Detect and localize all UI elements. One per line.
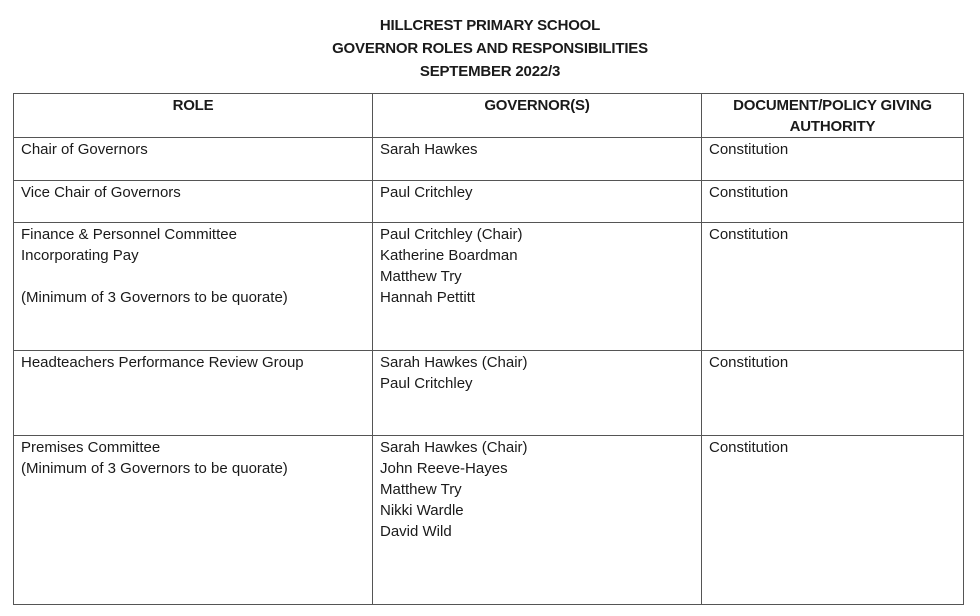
governor-roles-table xyxy=(13,93,964,605)
table-header-row xyxy=(14,94,964,138)
quorum-note: (Minimum of 3 Governors to be quorate) xyxy=(21,460,288,477)
document-title xyxy=(0,14,980,83)
table-row xyxy=(14,223,964,351)
role-text: Incorporating Pay xyxy=(21,247,139,264)
table-row xyxy=(14,181,964,223)
role-blank-line xyxy=(21,266,365,287)
governors-cell xyxy=(373,351,702,436)
governors-cell xyxy=(373,436,702,605)
governor-name: Paul Critchley xyxy=(380,184,473,201)
governor-name: Paul Critchley (Chair) xyxy=(380,226,523,243)
governor-name: Nikki Wardle xyxy=(380,502,464,519)
role-cell xyxy=(14,181,373,223)
role-text: Chair of Governors xyxy=(21,141,148,158)
role-cell xyxy=(14,138,373,181)
governor-name: Katherine Boardman xyxy=(380,247,518,264)
authority-cell: Constitution xyxy=(702,138,964,181)
header-role: ROLE xyxy=(14,94,373,138)
governor-name: Paul Critchley xyxy=(380,375,473,392)
school-name: HILLCREST PRIMARY SCHOOL xyxy=(379,17,601,34)
role-text: Vice Chair of Governors xyxy=(21,184,181,201)
header-authority-line2: AUTHORITY xyxy=(789,118,876,135)
governors-cell xyxy=(373,223,702,351)
governor-name: Sarah Hawkes (Chair) xyxy=(380,354,528,371)
governors-cell xyxy=(373,138,702,181)
quorum-note: (Minimum of 3 Governors to be quorate) xyxy=(21,289,288,306)
governor-name: Hannah Pettitt xyxy=(380,289,476,306)
authority-cell: Constitution xyxy=(702,351,964,436)
governor-name: Matthew Try xyxy=(380,481,462,498)
role-cell xyxy=(14,436,373,605)
governors-cell xyxy=(373,181,702,223)
header-governors: GOVERNOR(S) xyxy=(373,94,702,138)
document-subtitle: GOVERNOR ROLES AND RESPONSIBILITIES xyxy=(332,40,648,57)
authority-cell: Constitution xyxy=(702,181,964,223)
governor-name: John Reeve-Hayes xyxy=(380,460,508,477)
authority-cell: Constitution xyxy=(702,436,964,605)
role-cell xyxy=(14,351,373,436)
governor-name: David Wild xyxy=(380,523,452,540)
header-authority-line1: DOCUMENT/POLICY GIVING xyxy=(733,97,932,114)
role-text: Finance & Personnel Committee xyxy=(21,226,237,243)
governor-name: Sarah Hawkes (Chair) xyxy=(380,439,528,456)
table-row xyxy=(14,138,964,181)
table-row xyxy=(14,436,964,605)
authority-cell: Constitution xyxy=(702,223,964,351)
role-text: Headteachers Performance Review Group xyxy=(21,354,304,371)
header-authority xyxy=(702,94,964,138)
governor-name: Matthew Try xyxy=(380,268,462,285)
table-row xyxy=(14,351,964,436)
document-period: SEPTEMBER 2022/3 xyxy=(419,63,561,80)
role-text: Premises Committee xyxy=(21,439,161,456)
role-cell xyxy=(14,223,373,351)
governor-name: Sarah Hawkes xyxy=(380,141,478,158)
